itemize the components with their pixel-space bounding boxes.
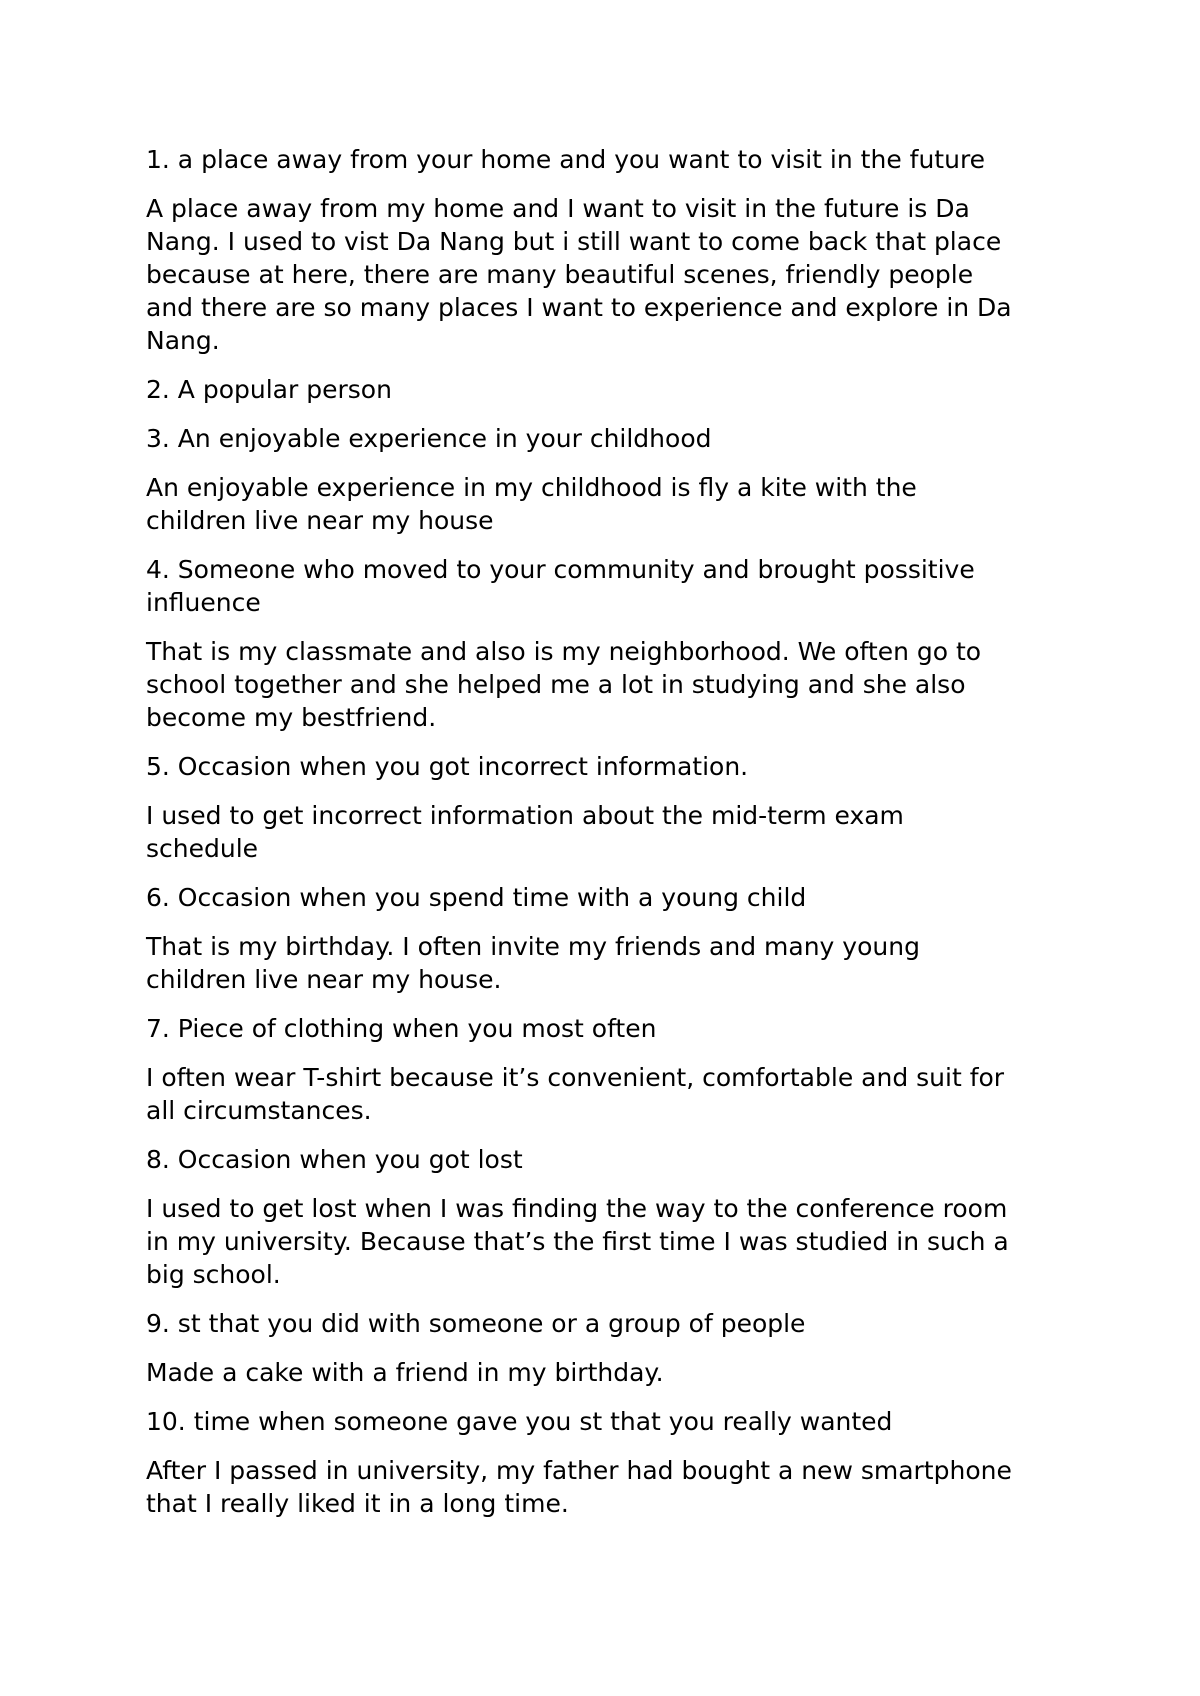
answer-5: I used to get incorrect information about the mid-term exam schedule [146, 801, 904, 863]
question-1: 1. a place away from your home and you want to visit in the future [146, 145, 986, 174]
question-5: 5. Occasion when you got incorrect information. [146, 752, 749, 781]
answer-6: That is my birthday. I often invite my friends and many young children live near my house. [146, 932, 920, 994]
answer-3: An enjoyable experience in my childhood is fly a kite with the children live near my house [146, 473, 917, 535]
question-8: 8. Occasion when you got lost [146, 1145, 523, 1174]
answer-9: Made a cake with a friend in my birthday. [146, 1358, 664, 1387]
question-4: 4. Someone who moved to your community and brought possitive influence [146, 555, 975, 617]
question-2: 2. A popular person [146, 375, 392, 404]
question-3: 3. An enjoyable experience in your childhood [146, 424, 712, 453]
answer-7: I often wear T-shirt because it’s convenient, comfortable and suit for all circumstances. [146, 1063, 1005, 1125]
document-page [146, 143, 1076, 1536]
answer-8: I used to get lost when I was finding the way to the conference room in my university. Because that’s the first time I was studied in such a big school. [146, 1194, 1009, 1289]
answer-1: A place away from my home and I want to visit in the future is Da Nang. I used to vist Da Nang but i still want to come back that place because at here, there are many beautiful scenes, friendly people and there are so many places I want to experience and explore in Da Nang. [146, 194, 1012, 355]
question-10: 10. time when someone gave you st that you really wanted [146, 1407, 893, 1436]
question-7: 7. Piece of clothing when you most often [146, 1014, 657, 1043]
question-9: 9. st that you did with someone or a group of people [146, 1309, 806, 1338]
answer-4: That is my classmate and also is my neighborhood. We often go to school together and she helped me a lot in studying and she also become my bestfriend. [146, 637, 982, 732]
question-6: 6. Occasion when you spend time with a young child [146, 883, 807, 912]
answer-10: After I passed in university, my father had bought a new smartphone that I really liked it in a long time. [146, 1456, 1012, 1518]
